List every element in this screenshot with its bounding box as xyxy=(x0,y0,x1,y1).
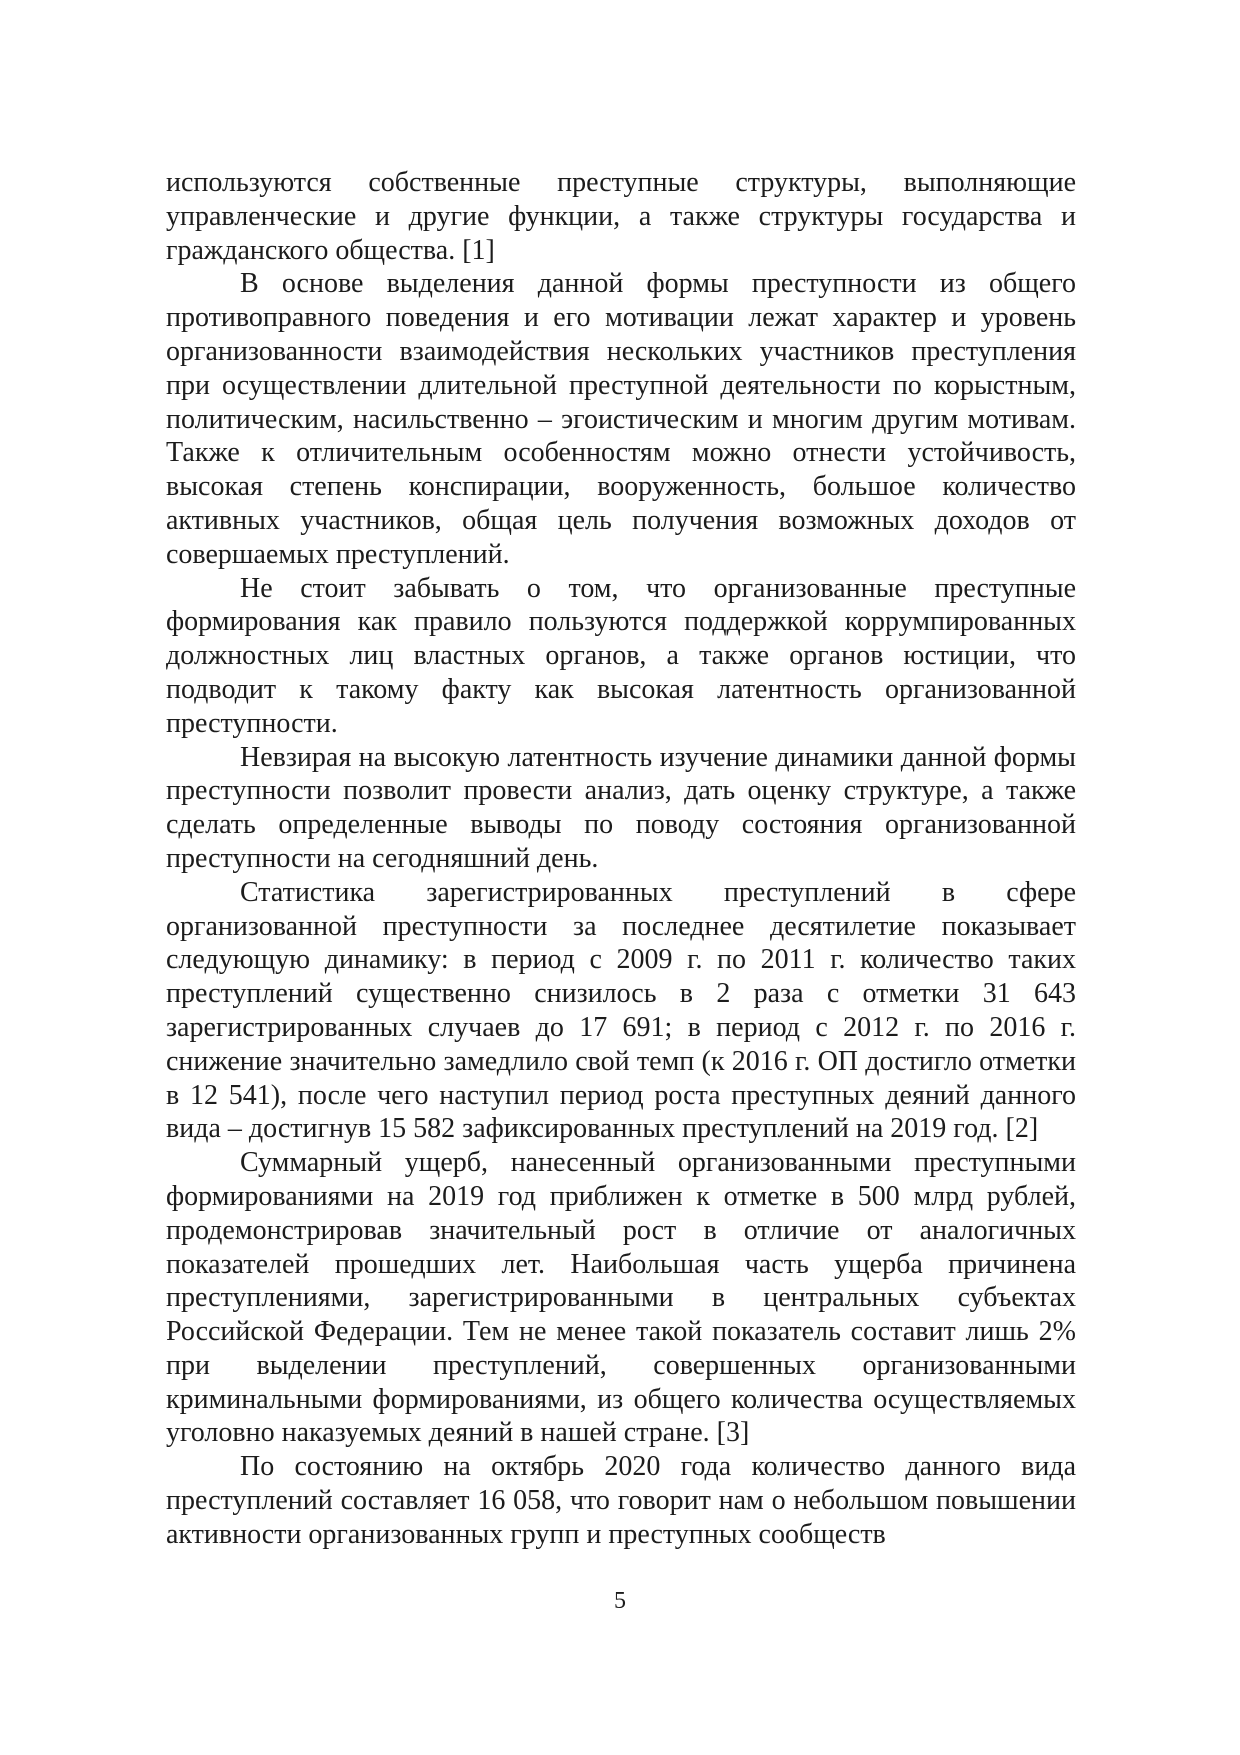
paragraph: Невзирая на высокую латентность изучение динамики данной формы преступности позволит провести анализ, дать оценку структуре, а также сделать определенные выводы по поводу состояния организованной преступности на сегодняшний день. xyxy=(166,741,1076,874)
paragraph: Не стоит забывать о том, что организованные преступные формирования как правило пользуются поддержкой коррумпированных должностных лиц властных органов, а также органов юстиции, что подводит к такому факту как высокая латентность организованной преступности. xyxy=(166,572,1076,739)
paragraph-continuation: используются собственные преступные структуры, выполняющие управленческие и другие функции, а также структуры государства и гражданского общества. [1] xyxy=(166,167,1076,266)
page-number: 5 xyxy=(614,1588,626,1614)
paragraph: Суммарный ущерб, нанесенный организованными преступными формированиями на 2019 год приближен к отметке в 500 млрд рублей, продемонстрировав значительный рост в отличие от аналогичных показателей прошедших лет. Наибольшая часть ущерба причинена преступлениями, зарегистрированными в центральных субъектах Российской Федерации. Тем не менее такой показатель составит лишь 2% при выделении преступлений, совершенных организованными криминальными формированиями, из общего количества осуществляемых уголовно наказуемых деяний в нашей стране. [3] xyxy=(166,1147,1076,1449)
body-text xyxy=(166,166,1076,1552)
paragraph: В основе выделения данной формы преступности из общего противоправного поведения и его мотивации лежат характер и уровень организованности взаимодействия нескольких участников преступления при осуществлении длительной преступной деятельности по корыстным, политическим, насильственно – эгоистическим и многим другим мотивам. Также к отличительным особенностям можно отнести устойчивость, высокая степень конспирации, вооруженность, большое количество активных участников, общая цель получения возможных доходов от совершаемых преступлений. xyxy=(166,268,1076,570)
paragraph: По состоянию на октябрь 2020 года количество данного вида преступлений составляет 16 058, что говорит нам о небольшом повышении активности организованных групп и преступных сообществ xyxy=(166,1451,1076,1550)
paragraph: Статистика зарегистрированных преступлений в сфере организованной преступности за последнее десятилетие показывает следующую динамику: в период с 2009 г. по 2011 г. количество таких преступлений существенно снизилось в 2 раза с отметки 31 643 зарегистрированных случаев до 17 691; в период с 2012 г. по 2016 г. снижение значительно замедлило свой темп (к 2016 г. ОП достигло отметки в 12 541), после чего наступил период роста преступных деяний данного вида – достигнув 15 582 зафиксированных преступлений на 2019 год. [2] xyxy=(166,876,1076,1145)
